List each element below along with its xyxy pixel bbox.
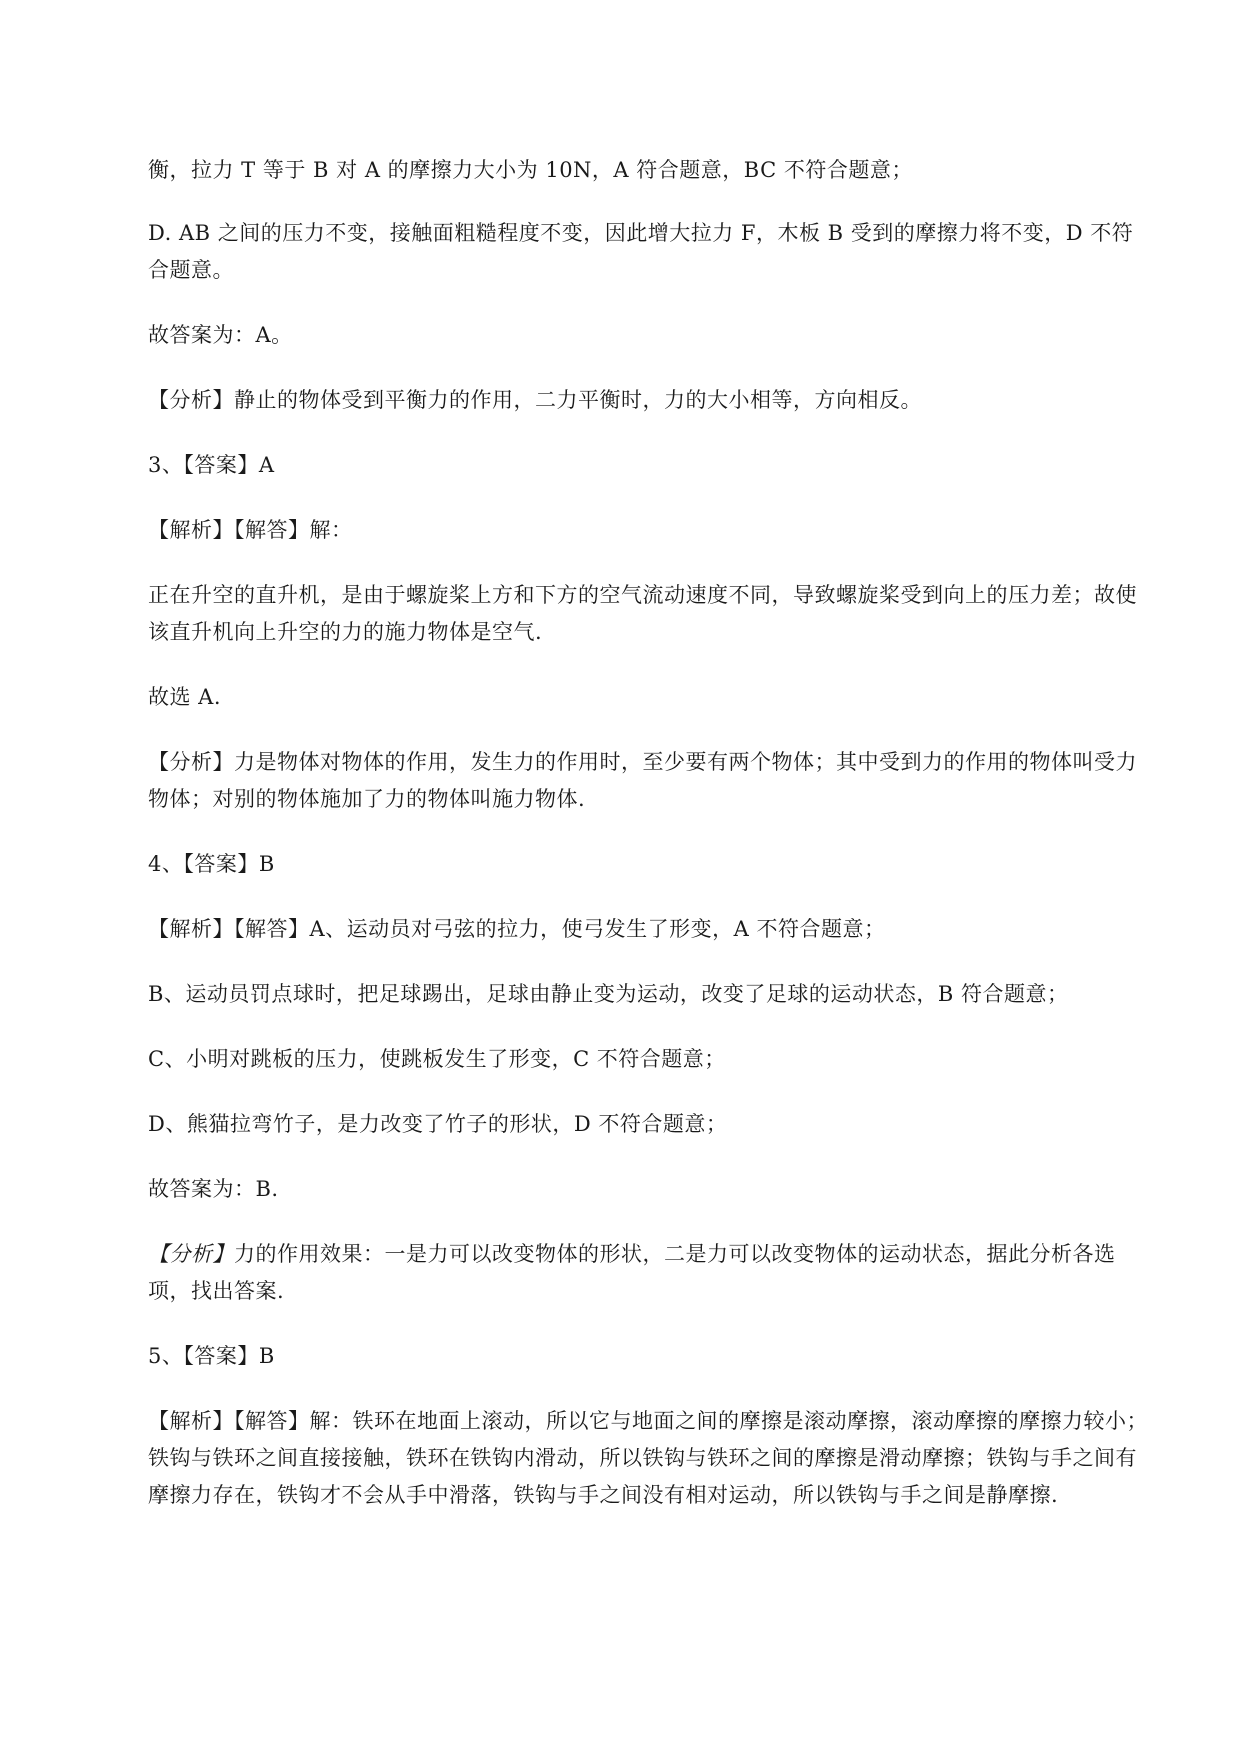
answer-heading: 4、【答案】B: [148, 852, 275, 876]
paragraph: 正在升空的直升机，是由于螺旋桨上方和下方的空气流动速度不同，导致螺旋桨受到向上的压力差；故使该直升机向上升空的力的施力物体是空气.: [148, 583, 1137, 644]
paragraph: 【分析】静止的物体受到平衡力的作用，二力平衡时，力的大小相等，方向相反。: [148, 388, 922, 412]
paragraph: D. AB 之间的压力不变，接触面粗糙程度不变，因此增大拉力 F，木板 B 受到的摩擦力将不变，D 不符合题意。: [148, 221, 1134, 282]
analysis-text: 力的作用效果：一是力可以改变物体的形状，二是力可以改变物体的运动状态，据此分析各选项，找出答案.: [148, 1242, 1116, 1303]
document-page: [148, 152, 1148, 1514]
answer-heading: 3、【答案】A: [148, 453, 275, 477]
paragraph: 【分析】力是物体对物体的作用，发生力的作用时，至少要有两个物体；其中受到力的作用的物体叫受力物体；对别的物体施加了力的物体叫施力物体.: [148, 750, 1137, 811]
paragraph: B、运动员罚点球时，把足球踢出，足球由静止变为运动，改变了足球的运动状态，B 符合题意；: [148, 982, 1069, 1006]
paragraph: 故答案为：B.: [148, 1177, 279, 1201]
paragraph: 【解析】【解答】A、运动员对弓弦的拉力，使弓发生了形变，A 不符合题意；: [148, 917, 886, 941]
paragraph: 故选 A.: [148, 685, 222, 709]
paragraph: C、小明对跳板的压力，使跳板发生了形变，C 不符合题意；: [148, 1047, 726, 1071]
analysis-label: 【分析】: [148, 1242, 234, 1266]
paragraph: 【解析】【解答】解：: [148, 518, 353, 542]
paragraph: 故答案为：A。: [148, 323, 293, 347]
paragraph: 【解析】【解答】解：铁环在地面上滚动，所以它与地面之间的摩擦是滚动摩擦，滚动摩擦的摩擦力较小；铁钩与铁环之间直接接触，铁环在铁钩内滑动，所以铁钩与铁环之间的摩擦是滑动摩擦；铁钩与手之间有摩擦力存在，铁钩才不会从手中滑落，铁钩与手之间没有相对运动，所以铁钩与手之间是静摩擦.: [148, 1409, 1148, 1507]
analysis-paragraph: [148, 1236, 1148, 1310]
paragraph: 衡，拉力 T 等于 B 对 A 的摩擦力大小为 10N，A 符合题意，BC 不符合题意；: [148, 158, 913, 182]
paragraph: D、熊猫拉弯竹子，是力改变了竹子的形状，D 不符合题意；: [148, 1112, 728, 1136]
answer-heading: 5、【答案】B: [148, 1344, 275, 1368]
